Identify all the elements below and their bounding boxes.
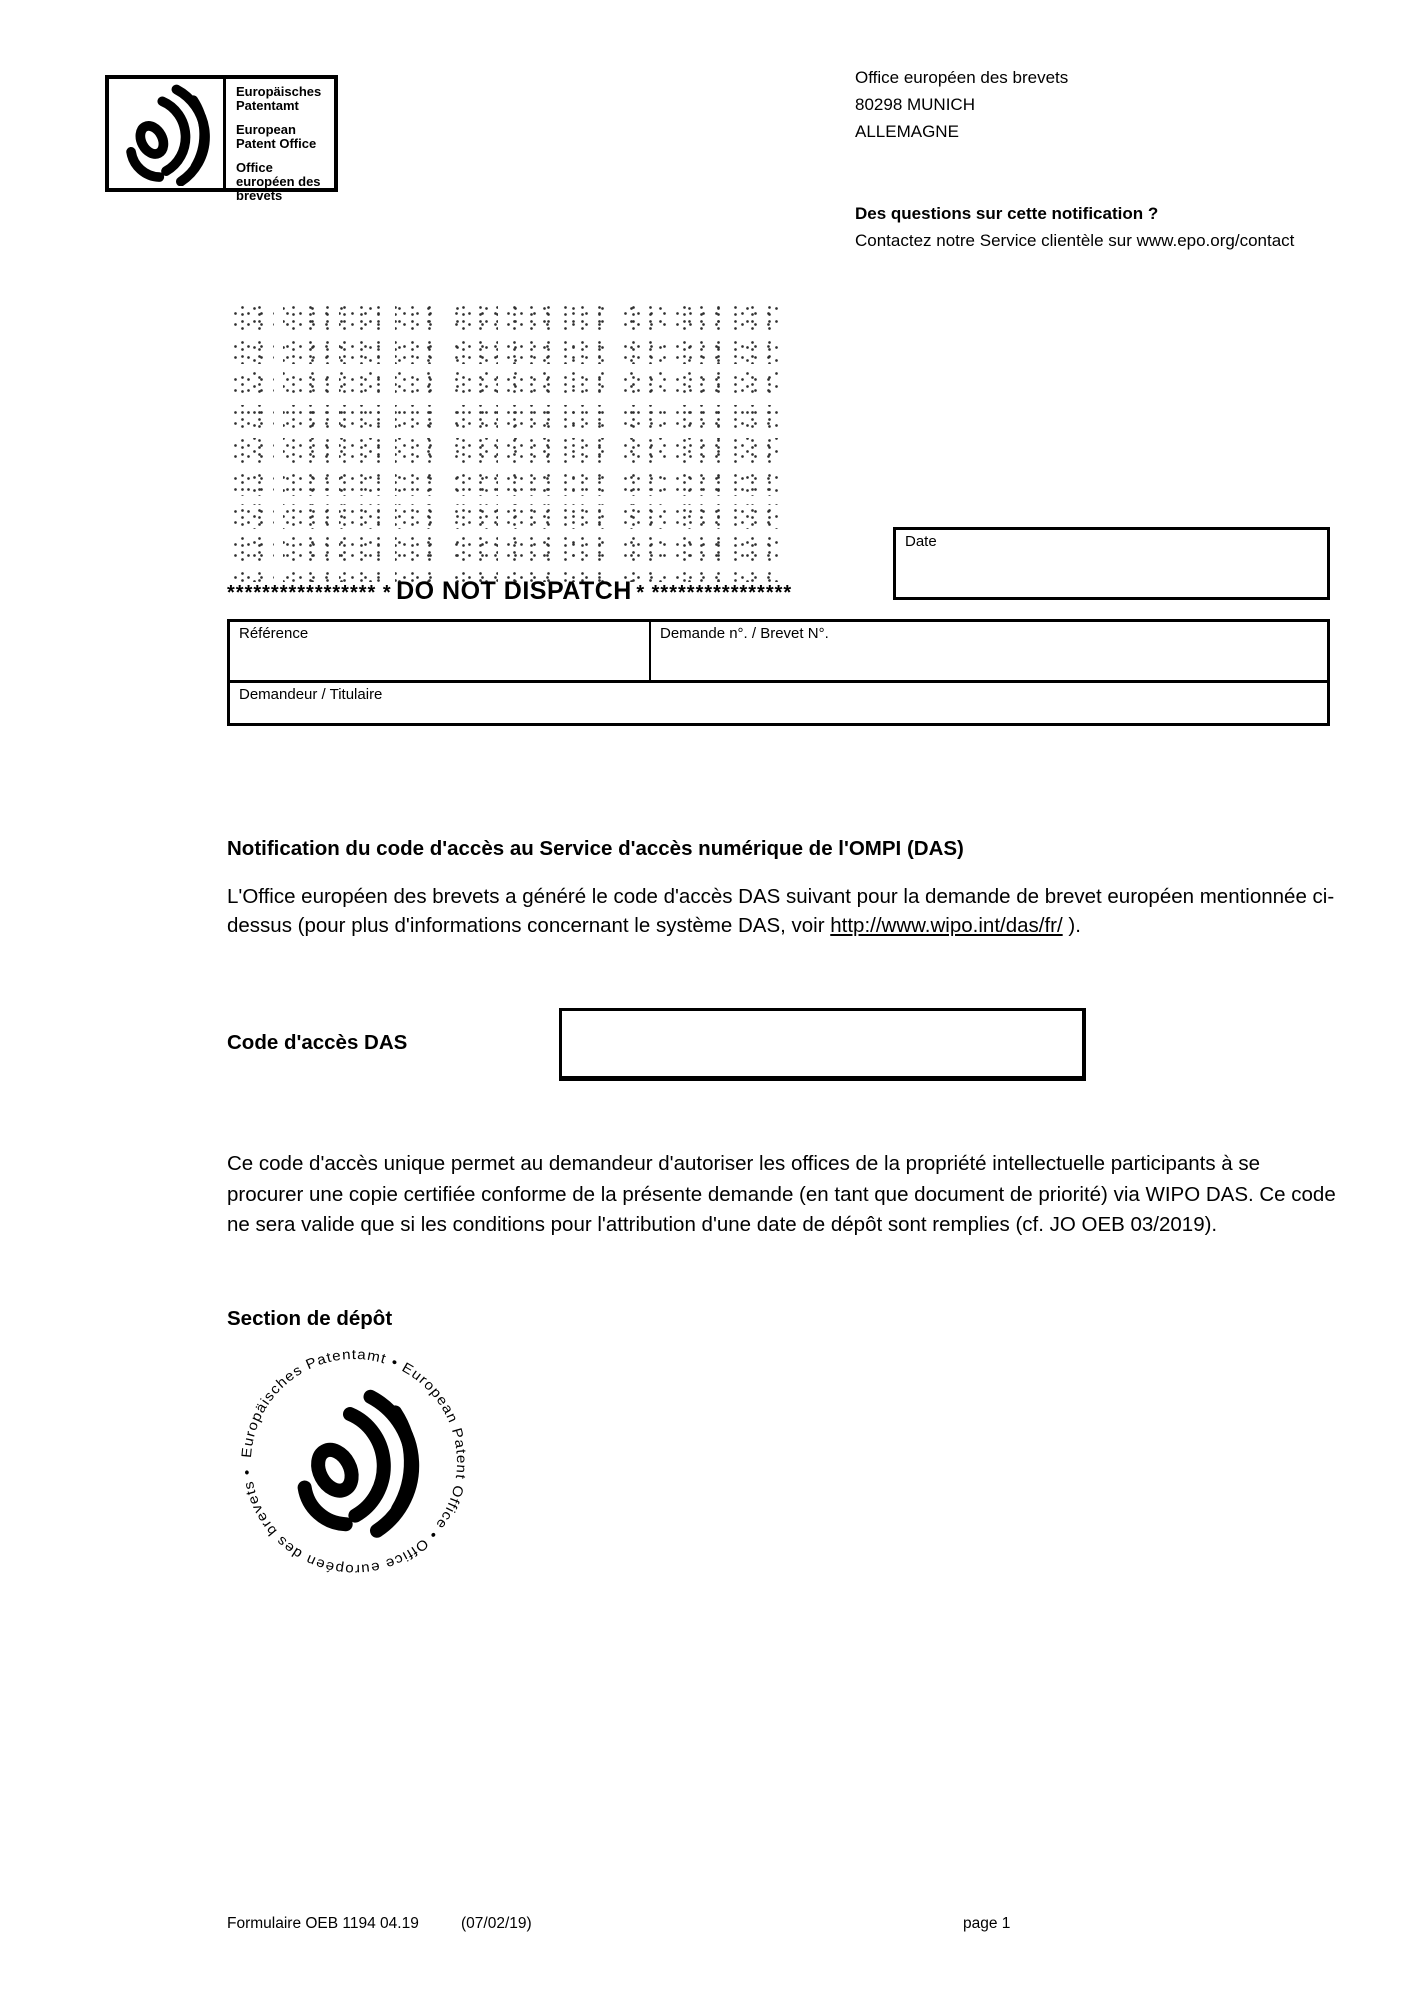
reference-label: Référence xyxy=(239,625,309,642)
stamp-ring-textpath: Europäisches Patentamt • European Patent Office • Office européen des brevets • xyxy=(237,1345,471,1579)
application-number-field-box xyxy=(651,622,1327,680)
application-number-label: Demande n°. / Brevet N°. xyxy=(660,625,829,642)
notification-title: Notification du code d'accès au Service d'accès numérique de l'OMPI (DAS) xyxy=(227,837,964,860)
date-field-box xyxy=(893,527,1330,600)
footer-page-number: page 1 xyxy=(963,1915,1011,1932)
logo-label-en: European Patent Office xyxy=(236,122,317,151)
banner-stars-right: * **************** xyxy=(636,582,793,604)
do-not-dispatch-banner xyxy=(227,577,792,606)
reference-table-row1 xyxy=(230,622,1327,683)
wipo-das-link[interactable]: http://www.wipo.int/das/fr/ xyxy=(830,914,1063,937)
epo-swirl-icon xyxy=(119,82,213,186)
das-code-label: Code d'accès DAS xyxy=(227,1031,408,1054)
footer-form-id: Formulaire OEB 1194 04.19 xyxy=(227,1915,419,1932)
logo-label-fr: Office européen des brevets xyxy=(236,160,321,203)
intro-paragraph xyxy=(227,882,1335,940)
epo-round-stamp xyxy=(228,1336,480,1588)
questions-title: Des questions sur cette notification ? xyxy=(855,204,1159,223)
date-label: Date xyxy=(905,533,937,550)
intro-text-after-link: ). xyxy=(1062,914,1081,937)
applicant-field-box xyxy=(230,683,1327,723)
intro-text-before-link: L'Office européen des brevets a généré le code d'accès DAS suivant pour la demande de brevet européen mentionnée ci-dessus (pour plus d'informations concernant le système DAS, voir xyxy=(227,885,1335,937)
questions-block xyxy=(855,200,1294,254)
body-paragraph: Ce code d'accès unique permet au demandeur d'autoriser les offices de la propriété intellectuelle participants à se procurer une copie certifiée conforme de la présente demande (en tant que document de priorité) via WIPO DAS. Ce code ne sera valide que si les conditions pour l'attribution d'une date de dépôt sont remplies (cf. JO OEB 03/2019). xyxy=(227,1152,1336,1236)
address-window-dot-pattern xyxy=(227,306,781,582)
epo-logo-box xyxy=(105,75,338,203)
section-title: Section de dépôt xyxy=(227,1307,393,1330)
recipient-address xyxy=(855,64,1068,145)
epo-swirl-icon xyxy=(109,79,226,188)
banner-stars-left: ***************** * xyxy=(227,582,392,604)
questions-contact-line: Contactez notre Service clientèle sur www.epo.org/contact xyxy=(855,231,1295,250)
reference-table xyxy=(227,619,1330,726)
reference-field-box xyxy=(230,622,651,680)
address-line: Office européen des brevets xyxy=(855,68,1069,87)
logo-label-de: Europäisches Patentamt xyxy=(236,84,322,113)
applicant-label: Demandeur / Titulaire xyxy=(239,686,383,703)
address-line: ALLEMAGNE xyxy=(855,122,959,141)
stamp-epo-swirl-icon xyxy=(305,1397,413,1531)
address-line: 80298 MUNICH xyxy=(855,95,975,114)
das-code-box xyxy=(559,1008,1086,1081)
epo-logo-labels xyxy=(226,79,334,203)
footer-print-date: (07/02/19) xyxy=(461,1915,532,1932)
banner-label: DO NOT DISPATCH xyxy=(396,577,632,605)
